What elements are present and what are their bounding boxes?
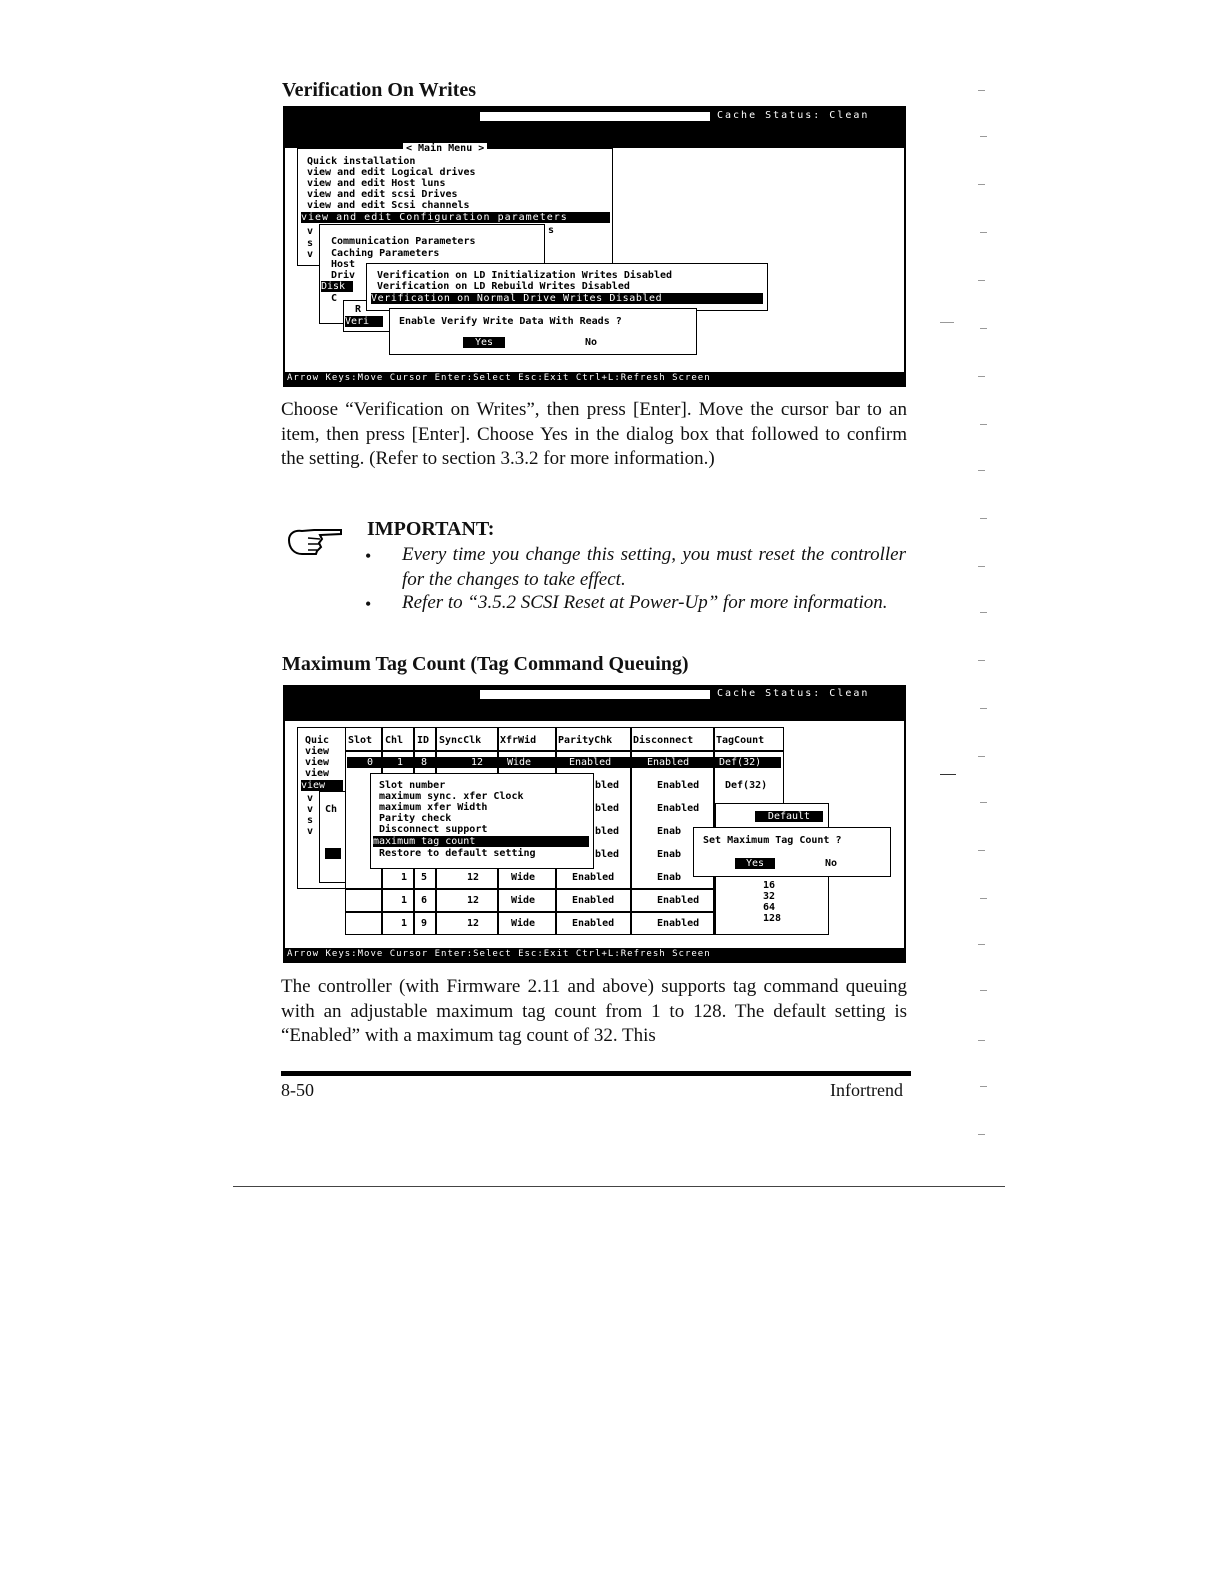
column-header: TagCount (716, 735, 765, 746)
verification-option[interactable]: Verification on LD Initialization Writes Disabled (377, 270, 673, 281)
side-letter: v (307, 226, 314, 237)
popup-item[interactable]: Restore to default setting (379, 848, 536, 859)
column-header: Chl (385, 735, 404, 746)
submenu-item[interactable]: Host (331, 259, 356, 270)
menu-item[interactable]: view and edit scsi Drives (307, 189, 458, 200)
dialog-no-button[interactable]: No (825, 858, 838, 869)
submenu-item[interactable]: C (331, 293, 338, 304)
table-row-selected[interactable]: 0 1 8 12 Wide Enabled Enabled Def(32) (347, 757, 781, 768)
column-header: ParityChk (558, 735, 613, 746)
popup-item[interactable]: maximum sync. xfer Clock (379, 791, 524, 802)
dialog-prompt: Set Maximum Tag Count ? (703, 835, 842, 846)
main-menu-title: < Main Menu > (403, 143, 487, 154)
dialog-no-button[interactable]: No (585, 337, 598, 348)
menu-item[interactable]: view (305, 757, 330, 768)
dialog-yes-button[interactable]: Yes (463, 337, 505, 348)
footer-brand: Infortrend (830, 1080, 903, 1100)
side-letter: s (548, 225, 555, 236)
column-header: SyncClk (439, 735, 482, 746)
submenu-item[interactable]: Driv (331, 270, 356, 281)
important-bullet: Every time you change this setting, you must reset the controller for the changes to take effect. (402, 544, 906, 590)
terminal-status-bar: Arrow Keys:Move Cursor Enter:Select Esc:Exit Ctrl+L:Refresh Screen (285, 948, 904, 961)
menu-item[interactable]: view (305, 746, 330, 757)
side-letter: v (307, 804, 314, 815)
menu-item[interactable]: view and edit Logical drives (307, 167, 476, 178)
column-header: ID (417, 735, 430, 746)
side-letter: v (307, 826, 314, 837)
terminal-screen-tag-count: Cache Status: Clean Quic view view view view v v s v Ch Slot Chl ID SyncClk XfrWid ParityChk Disconnect TagCount 0 1 8 12 Wide Enabled Enabled Def(32) bled bled bled bled Enabled Enabled Enab Enab Enab Def(32) 1 5 12 Wide Enabled 1 6 12 Wide Enabled Enabled 1 9 12 Wide Enabled Enabled Slot number maximum sync. xfer Clock maximum xfer Width Parity check Disconnect support maximum tag count Restore to default setting Default 16 32 64 128 Set Maximum Tag Count ? Yes No Arrow Keys:Move Cursor Enter:Select Esc:Exit Ctrl+L:Refresh Screen (283, 685, 906, 963)
side-letter: v (307, 793, 314, 804)
important-bullet: Refer to “3.5.2 SCSI Reset at Power-Up” for more information. (402, 592, 888, 613)
menu-item[interactable]: view and edit Host luns (307, 178, 446, 189)
popup-item[interactable]: Slot number (379, 780, 446, 791)
scan-line (233, 1186, 1005, 1187)
terminal-title-bar (285, 687, 904, 721)
submenu-item-selected[interactable]: Disk (321, 281, 353, 292)
channel-label: Ch (325, 804, 338, 815)
page-number: 8-50 (281, 1080, 314, 1100)
menu-item-selected[interactable]: view (301, 780, 343, 791)
verification-option[interactable]: Verification on LD Rebuild Writes Disabled (377, 281, 630, 292)
tag-option-default[interactable]: Default (755, 811, 823, 822)
channel-selected[interactable] (325, 848, 341, 859)
popup-item[interactable]: Disconnect support (379, 824, 488, 835)
popup-item[interactable]: Parity check (379, 813, 452, 824)
tag-option[interactable]: 64 (763, 902, 776, 913)
menu-item[interactable]: view (305, 768, 330, 779)
popup-item[interactable]: maximum xfer Width (379, 802, 488, 813)
column-header: Disconnect (633, 735, 694, 746)
footer-rule (281, 1071, 911, 1076)
menu-item-selected[interactable]: view and edit Configuration parameters (301, 212, 610, 223)
cache-status: Cache Status: Clean (717, 688, 870, 699)
menu-item[interactable]: Quick installation (307, 156, 416, 167)
submenu-item[interactable]: Caching Parameters (331, 248, 440, 259)
verification-option-selected[interactable]: Verification on Normal Drive Writes Disabled (371, 293, 763, 304)
dialog-yes-button[interactable]: Yes (735, 858, 775, 869)
side-letter: v (307, 249, 314, 260)
menu-item[interactable]: view and edit Scsi channels (307, 200, 470, 211)
section-heading-verification: Verification On Writes (282, 79, 477, 101)
terminal-status-bar: Arrow Keys:Move Cursor Enter:Select Esc:Exit Ctrl+L:Refresh Screen (285, 372, 904, 385)
side-letter: s (307, 238, 314, 249)
important-title: IMPORTANT: (367, 518, 495, 540)
tag-option[interactable]: 128 (763, 913, 782, 924)
pointing-hand-icon (286, 524, 344, 558)
popup-item-selected[interactable]: maximum tag count (373, 836, 589, 847)
terminal-screen-verification (283, 106, 906, 387)
menu-item[interactable]: Quic (305, 735, 330, 746)
paragraph-verification: Choose “Verification on Writes”, then press [Enter]. Move the cursor bar to an item, then press [Enter]. Choose Yes in the dialog box that followed to confirm the setting. (Refer to section 3.3.2 for more information.) (281, 399, 907, 469)
submenu-item[interactable]: R (355, 304, 362, 315)
side-letter: s (307, 815, 314, 826)
terminal-title-bar (285, 108, 904, 148)
submenu-item[interactable]: Communication Parameters (331, 236, 476, 247)
column-header: XfrWid (500, 735, 537, 746)
tag-option[interactable]: 16 (763, 880, 776, 891)
column-header: Slot (348, 735, 373, 746)
paragraph-tag-count: The controller (with Firmware 2.11 and above) supports tag command queuing with an adjustable maximum tag count from 1 to 128. The default setting is “Enabled” with a maximum tag count of 32. This (281, 976, 907, 1046)
tag-option[interactable]: 32 (763, 891, 776, 902)
submenu-item-selected[interactable]: Veri (345, 316, 383, 327)
cache-status: Cache Status: Clean (717, 110, 870, 121)
section-heading-tag-count: Maximum Tag Count (Tag Command Queuing) (282, 653, 689, 675)
dialog-prompt: Enable Verify Write Data With Reads ? (399, 316, 622, 327)
